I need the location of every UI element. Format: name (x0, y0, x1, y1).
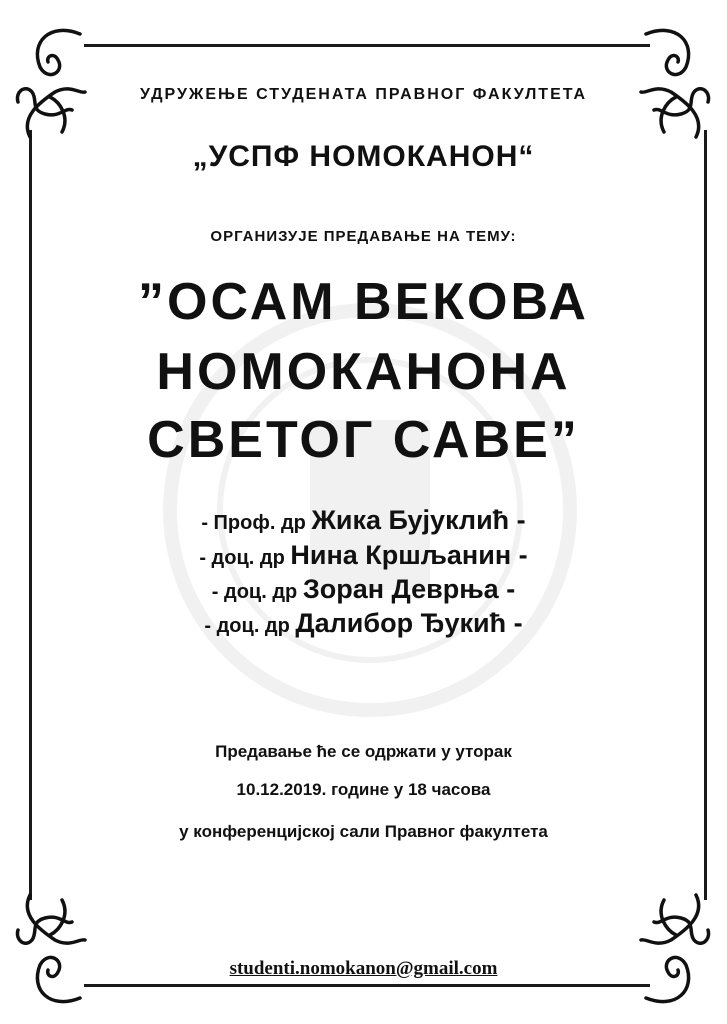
lecture-title-line: НОМОКАНОНА (156, 343, 571, 401)
event-info-line: у конференцијској сали Правног факултета (179, 822, 548, 841)
speaker-name: Зоран Деврња - (302, 574, 516, 604)
lecture-title-line: ”ОСАМ ВЕКОВА (138, 273, 589, 331)
contact-email: studenti.nomokanon@gmail.com (229, 958, 498, 979)
speaker (0, 540, 727, 571)
intro-text: ОРГАНИЗУЈЕ ПРЕДАВАЊЕ НА ТЕМУ: (210, 228, 517, 245)
speaker-name: Жика Бујуклић - (311, 505, 526, 535)
speaker-title: - Проф. др (201, 512, 306, 534)
club-name: „УСПФ НОМОКАНОН“ (192, 140, 535, 173)
organization-name: УДРУЖЕЊЕ СТУДЕНАТА ПРАВНОГ ФАКУЛТЕТА (139, 86, 588, 103)
corner-ornament-icon (636, 890, 716, 1010)
speaker-title: - доц. др (204, 615, 290, 637)
speaker (0, 574, 727, 605)
lecture-title-line: СВЕТОГ САВЕ” (147, 411, 580, 469)
speaker-name: Нина Кршљанин - (290, 540, 528, 570)
corner-ornament-icon (636, 22, 716, 142)
event-info-line: 10.12.2019. године у 18 часова (236, 780, 491, 799)
corner-ornament-icon (10, 890, 90, 1010)
speaker (0, 608, 727, 639)
speaker-title: - доц. др (199, 547, 285, 569)
speaker-name: Далибор Ђукић - (295, 608, 523, 638)
border-top (84, 44, 650, 47)
event-info-line: Предавање ће се одржати у уторак (215, 742, 512, 761)
corner-ornament-icon (10, 22, 90, 142)
speaker-title: - доц. др (211, 581, 298, 603)
border-bottom (84, 984, 650, 987)
speaker (0, 505, 727, 536)
